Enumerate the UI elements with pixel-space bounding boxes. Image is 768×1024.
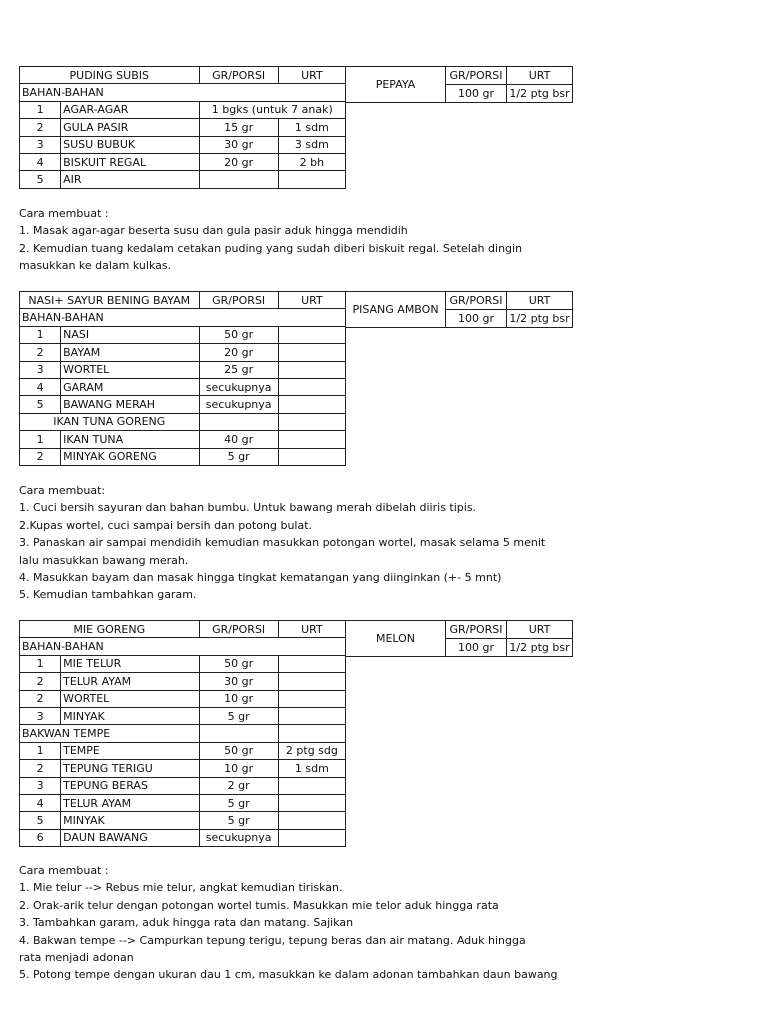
ingredient-urt (278, 829, 345, 846)
empty-cell (278, 84, 345, 101)
ingredient-gram: 20 gr (199, 153, 278, 170)
instructions-heading: Cara membuat : (19, 207, 109, 220)
fruit-gram: 100 gr (446, 639, 507, 657)
table-row (20, 690, 346, 707)
ingredient-name: MINYAK (61, 707, 199, 724)
instruction-line: 2. Kemudian tuang kedalam cetakan puding yang sudah diberi biskuit regal. Setelah dingin (19, 241, 523, 255)
ingredient-urt (278, 344, 345, 361)
subheader-row (20, 309, 346, 326)
ingredient-gram: 50 gr (199, 326, 278, 343)
ingredient-name: AIR (61, 171, 199, 188)
fruit-header-row (346, 621, 573, 639)
ingredient-name: IKAN TUNA (61, 431, 199, 448)
row-number: 1 (20, 431, 61, 448)
table-row (20, 707, 346, 724)
table-header-row (20, 621, 346, 638)
recipe-table-nasi-sayur-bening-bayam (19, 291, 346, 466)
ingredient-gram (199, 171, 278, 188)
table-row (20, 829, 346, 846)
col-header-urt: URT (507, 621, 573, 639)
fruit-table-pisang-ambon (345, 291, 573, 328)
instruction-line: 1. Masak agar-agar beserta susu dan gula pasir aduk hingga mendidih (19, 224, 408, 238)
ingredient-name: WORTEL (61, 690, 199, 707)
table-row (20, 344, 346, 361)
fruit-urt: 1/2 ptg bsr (507, 85, 573, 103)
row-number: 3 (20, 136, 61, 153)
row-number: 1 (20, 655, 61, 672)
col-header-urt: URT (278, 621, 345, 638)
recipe-table-mie-goreng (19, 620, 346, 847)
col-header-gr-porsi: GR/PORSI (446, 621, 507, 639)
ingredient-name: DAUN BAWANG (61, 829, 199, 846)
table-row (20, 136, 346, 153)
instruction-line: 5. Kemudian tambahkan garam. (19, 588, 197, 602)
ingredient-name: GULA PASIR (61, 119, 199, 136)
ingredient-urt (278, 777, 345, 794)
instructions-puding-subis (19, 205, 579, 275)
col-header-gr-porsi: GR/PORSI (199, 292, 278, 309)
col-header-urt: URT (507, 292, 573, 310)
ingredient-gram: 2 gr (199, 777, 278, 794)
col-header-gr-porsi: GR/PORSI (199, 67, 278, 84)
col-header-urt: URT (278, 67, 345, 84)
fruit-header-row (346, 292, 573, 310)
subheader-row (20, 638, 346, 655)
ingredient-name: MINYAK (61, 812, 199, 829)
empty-cell (199, 638, 278, 655)
ingredient-gram: 30 gr (199, 673, 278, 690)
ingredient-urt: 1 sdm (278, 119, 345, 136)
row-number: 1 (20, 326, 61, 343)
table-row (20, 431, 346, 448)
section-subheader: IKAN TUNA GORENG (20, 413, 200, 430)
row-number: 1 (20, 742, 61, 759)
ingredient-urt (278, 655, 345, 672)
empty-cell (278, 638, 345, 655)
table-row (20, 101, 346, 118)
ingredient-name: TEPUNG TERIGU (61, 760, 199, 777)
ingredient-gram: secukupnya (199, 829, 278, 846)
table-row (20, 448, 346, 465)
ingredient-gram: 5 gr (199, 707, 278, 724)
ingredient-urt (278, 378, 345, 395)
table-row (20, 396, 346, 413)
fruit-table-pepaya (345, 66, 573, 103)
ingredient-urt: 2 ptg sdg (278, 742, 345, 759)
ingredient-urt: 2 bh (278, 153, 345, 170)
ingredient-gram: 15 gr (199, 119, 278, 136)
row-number: 2 (20, 344, 61, 361)
table-header-row (20, 67, 346, 84)
col-header-gr-porsi: GR/PORSI (199, 621, 278, 638)
ingredient-urt (278, 707, 345, 724)
row-number: 2 (20, 119, 61, 136)
ingredient-urt (278, 171, 345, 188)
table-row (20, 119, 346, 136)
row-number: 2 (20, 760, 61, 777)
fruit-gram: 100 gr (446, 85, 507, 103)
empty-cell (278, 309, 345, 326)
section-subheader: BAHAN-BAHAN (20, 309, 200, 326)
fruit-name: PISANG AMBON (346, 292, 446, 328)
ingredient-urt (278, 326, 345, 343)
row-number: 1 (20, 101, 61, 118)
table-row (20, 794, 346, 811)
ingredient-gram: 50 gr (199, 742, 278, 759)
instruction-line: 5. Potong tempe dengan ukuran dau 1 cm, masukkan ke dalam adonan tambahkan daun bawang (19, 968, 558, 982)
ingredient-gram: 5 gr (199, 812, 278, 829)
fruit-header-row (346, 67, 573, 85)
instructions-mie-goreng (19, 862, 579, 984)
section-subheader: BAHAN-BAHAN (20, 84, 200, 101)
ingredient-urt (278, 812, 345, 829)
ingredient-gram: 20 gr (199, 344, 278, 361)
fruit-gram: 100 gr (446, 310, 507, 328)
ingredient-name: AGAR-AGAR (61, 101, 199, 118)
col-header-gr-porsi: GR/PORSI (446, 292, 507, 310)
ingredient-amount: 1 bgks (untuk 7 anak) (199, 101, 345, 118)
ingredient-name: MIE TELUR (61, 655, 199, 672)
instruction-line: 3. Tambahkan garam, aduk hingga rata dan matang. Sajikan (19, 916, 354, 930)
ingredient-name: BISKUIT REGAL (61, 153, 199, 170)
ingredient-gram: 30 gr (199, 136, 278, 153)
instructions-nasi-sayur-bening-bayam (19, 482, 579, 604)
ingredient-gram: 25 gr (199, 361, 278, 378)
ingredient-name: TELUR AYAM (61, 794, 199, 811)
ingredient-gram: 40 gr (199, 431, 278, 448)
ingredient-name: WORTEL (61, 361, 199, 378)
row-number: 5 (20, 171, 61, 188)
table-row (20, 673, 346, 690)
ingredient-name: BAWANG MERAH (61, 396, 199, 413)
section-subheader: BAKWAN TEMPE (20, 725, 200, 742)
instruction-line: 1. Mie telur --> Rebus mie telur, angkat kemudian tiriskan. (19, 881, 343, 895)
ingredient-urt (278, 361, 345, 378)
ingredient-name: SUSU BUBUK (61, 136, 199, 153)
instruction-line: 4. Bakwan tempe --> Campurkan tepung terigu, tepung beras dan air matang. Aduk hingga (19, 933, 526, 947)
instruction-line: masukkan ke dalam kulkas. (19, 259, 172, 273)
row-number: 4 (20, 378, 61, 395)
ingredient-urt (278, 690, 345, 707)
ingredient-urt (278, 794, 345, 811)
row-number: 2 (20, 673, 61, 690)
recipe-title: NASI+ SAYUR BENING BAYAM (20, 292, 200, 309)
ingredient-name: NASI (61, 326, 199, 343)
instructions-heading: Cara membuat: (19, 484, 106, 497)
fruit-name: PEPAYA (346, 67, 446, 103)
instruction-line: rata menjadi adonan (19, 951, 134, 965)
recipe-title: MIE GORENG (20, 621, 200, 638)
table-row (20, 326, 346, 343)
ingredient-name: BAYAM (61, 344, 199, 361)
ingredient-name: TEMPE (61, 742, 199, 759)
empty-cell (278, 725, 345, 742)
instruction-line: 2. Orak-arik telur dengan potongan wortel tumis. Masukkan mie telor aduk hingga rata (19, 898, 499, 912)
row-number: 4 (20, 794, 61, 811)
row-number: 2 (20, 690, 61, 707)
instructions-heading: Cara membuat : (19, 864, 109, 877)
row-number: 2 (20, 448, 61, 465)
instruction-line: 2.Kupas wortel, cuci sampai bersih dan potong bulat. (19, 518, 313, 532)
table-row (20, 812, 346, 829)
ingredient-gram: 5 gr (199, 448, 278, 465)
ingredient-name: GARAM (61, 378, 199, 395)
ingredient-name: TELUR AYAM (61, 673, 199, 690)
instruction-line: 1. Cuci bersih sayuran dan bahan bumbu. Untuk bawang merah dibelah diiris tipis. (19, 501, 477, 515)
row-number: 4 (20, 153, 61, 170)
ingredient-gram: 10 gr (199, 760, 278, 777)
empty-cell (199, 725, 278, 742)
empty-cell (278, 413, 345, 430)
ingredient-gram: 10 gr (199, 690, 278, 707)
ingredient-urt (278, 448, 345, 465)
table-row (20, 378, 346, 395)
fruit-urt: 1/2 ptg bsr (507, 310, 573, 328)
recipe-table-puding-subis (19, 66, 346, 189)
ingredient-urt: 3 sdm (278, 136, 345, 153)
ingredient-name: MINYAK GORENG (61, 448, 199, 465)
section-subheader: BAHAN-BAHAN (20, 638, 200, 655)
row-number: 3 (20, 707, 61, 724)
table-row (20, 361, 346, 378)
row-number: 5 (20, 396, 61, 413)
ingredient-gram: 5 gr (199, 794, 278, 811)
col-header-urt: URT (507, 67, 573, 85)
row-number: 5 (20, 812, 61, 829)
table-row (20, 777, 346, 794)
table-row (20, 760, 346, 777)
fruit-urt: 1/2 ptg bsr (507, 639, 573, 657)
ingredient-gram: secukupnya (199, 378, 278, 395)
table-row (20, 742, 346, 759)
subheader-row (20, 84, 346, 101)
row-number: 6 (20, 829, 61, 846)
subheader-row (20, 725, 346, 742)
ingredient-urt (278, 431, 345, 448)
recipe-title: PUDING SUBIS (20, 67, 200, 84)
row-number: 3 (20, 361, 61, 378)
instruction-line: lalu masukkan bawang merah. (19, 553, 189, 567)
empty-cell (199, 84, 278, 101)
table-row (20, 655, 346, 672)
ingredient-urt (278, 673, 345, 690)
instruction-line: 3. Panaskan air sampai mendidih kemudian masukkan potongan wortel, masak selama 5 menit (19, 536, 546, 550)
empty-cell (199, 309, 278, 326)
ingredient-name: TEPUNG BERAS (61, 777, 199, 794)
instruction-line: 4. Masukkan bayam dan masak hingga tingkat kematangan yang diinginkan (+- 5 mnt) (19, 571, 502, 585)
subheader-row (20, 413, 346, 430)
col-header-gr-porsi: GR/PORSI (446, 67, 507, 85)
ingredient-urt (278, 396, 345, 413)
empty-cell (199, 413, 278, 430)
row-number: 3 (20, 777, 61, 794)
table-row (20, 171, 346, 188)
table-header-row (20, 292, 346, 309)
fruit-table-melon (345, 620, 573, 657)
ingredient-gram: 50 gr (199, 655, 278, 672)
ingredient-gram: secukupnya (199, 396, 278, 413)
col-header-urt: URT (278, 292, 345, 309)
fruit-name: MELON (346, 621, 446, 657)
ingredient-urt: 1 sdm (278, 760, 345, 777)
table-row (20, 153, 346, 170)
